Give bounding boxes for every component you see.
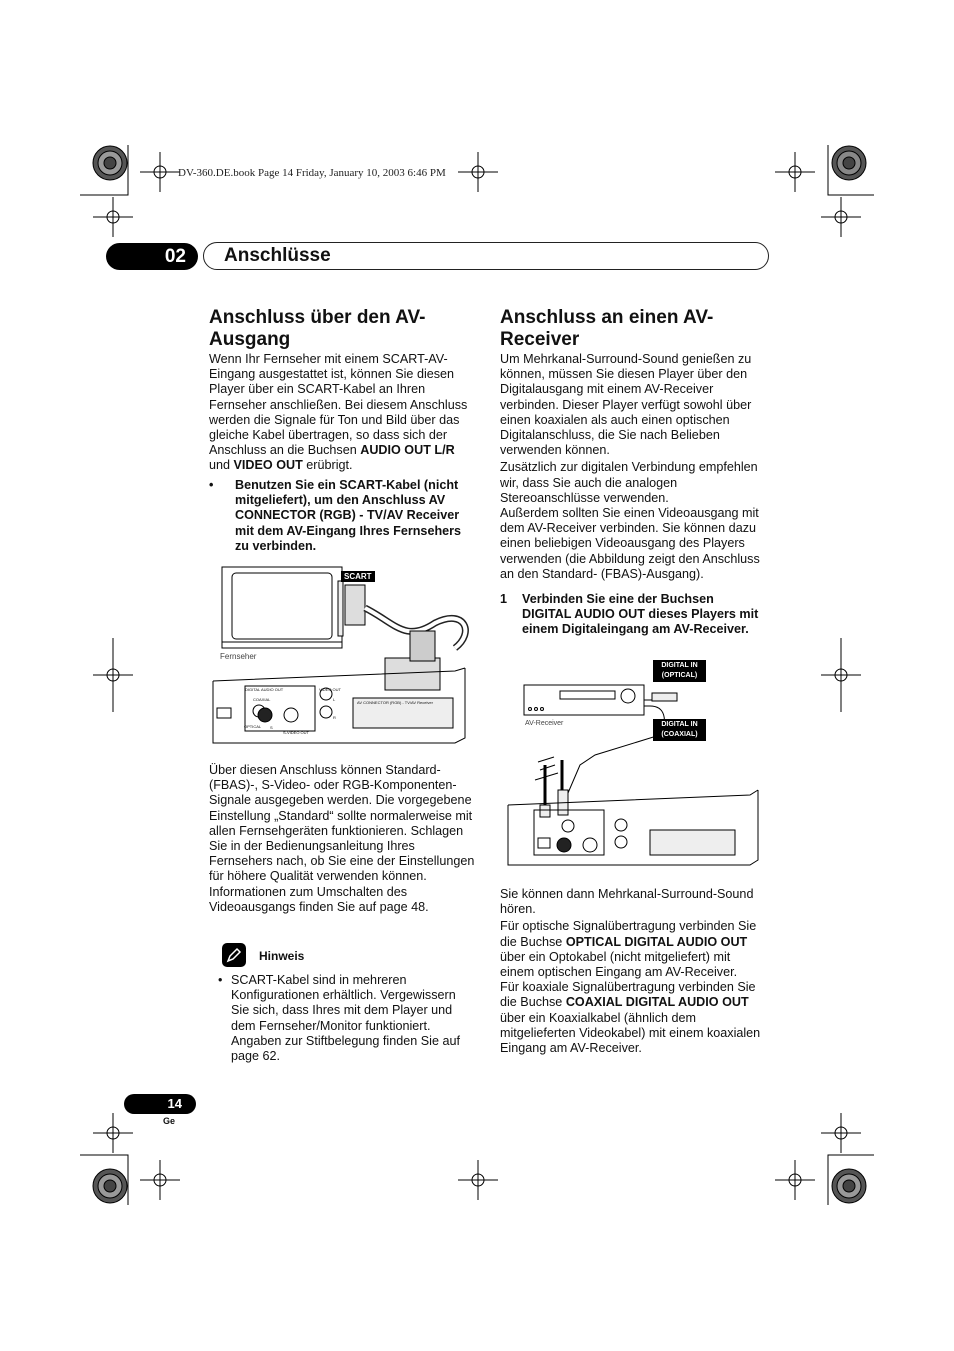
hint-note	[218, 973, 476, 1064]
intro-text: Wenn Ihr Fernseher mit einem SCART-AV-Eingang ausgestattet ist, können Sie diesen Player über ein SCART-Kabel an Ihren Fernseher anschließen. Bei diesem Anschluss werden die Signale für Ton und Bild über das gleiche Kabel übertragen, so dass sich der Anschluss an die Buchsen	[209, 352, 468, 458]
step-text: Verbinden Sie eine der Buchsen DIGITAL AUDIO OUT dieses Players mit einem Digitaleingang am AV-Receiver.	[522, 592, 759, 637]
fig-svideo-out: S-VIDEO OUT	[283, 730, 310, 735]
p6-c: über ein Koaxialkabel (ähnlich dem mitgelieferten Videokabel) mit einem koaxialen Eingang am AV-Receiver.	[500, 1010, 761, 1056]
intro-mid: und	[209, 458, 234, 473]
right-p6	[500, 980, 768, 1056]
p5-a: Für optische Signalübertragung verbinden Sie die Buchse	[500, 919, 757, 949]
optical-label-line1: DIGITAL IN	[661, 662, 698, 669]
tv-label: Fernseher	[220, 652, 257, 661]
bullet-mark: •	[209, 478, 214, 492]
fig-coaxial: COAXIAL	[253, 697, 271, 702]
step-number: 1	[500, 592, 508, 607]
fig-l: L	[333, 697, 336, 702]
registration-target-icon	[93, 1169, 127, 1203]
intro-end: erübrigt.	[302, 458, 353, 473]
fig-r: R	[333, 715, 336, 720]
digital-in-coaxial-label	[653, 719, 706, 741]
print-info-line: DV-360.DE.book Page 14 Friday, January 10, 2003 6:46 PM	[178, 167, 446, 179]
left-bullet	[209, 478, 475, 554]
fig-video-out: VIDEO OUT	[319, 687, 342, 692]
note-text: SCART-Kabel sind in mehreren Konfigurationen erhältlich. Vergewissern Sie sich, dass Ihres mit dem Player und dem Fernseher/Monitor funktioniert. Angaben zur Stiftbelegung finden Sie auf page 62.	[231, 973, 460, 1064]
right-step	[500, 592, 766, 638]
p5-c: über ein Optokabel (nicht mitgeliefert) mit einem optischen Eingang am AV-Receiver.	[500, 949, 738, 980]
registration-target-icon	[832, 146, 866, 180]
hint-title: Hinweis	[259, 949, 305, 963]
scart-label: SCART	[341, 571, 375, 582]
intro-bold-audio: AUDIO OUT L/R	[360, 443, 455, 458]
receiver-label: AV-Receiver	[525, 720, 564, 727]
pencil-icon	[222, 943, 246, 967]
note-mark: •	[218, 973, 223, 987]
right-heading: Anschluss an einen AV-Receiver	[500, 307, 714, 350]
registration-target-icon	[93, 146, 127, 180]
left-body: Über diesen Anschluss können Standard-(FBAS)-, S-Video- oder RGB-Komponenten-Signale ausgegeben werden. Die vorgegebene Einstellung „Standard“ sollte normalerweise mit allen Fernsehgeräten funktionieren. Schlagen Sie in der Bedienungsanleitung Ihres Fernsehers nach, ob Sie eine der Einstellungen für höhere Qualität verwenden können. Informationen zum Umschalten des Videoausgangs finden Sie auf page 48.	[209, 763, 475, 914]
digital-in-optical-label	[653, 660, 706, 682]
fig-av-connector: AV CONNECTOR (RGB) - TV/AV Receiver	[357, 700, 433, 705]
right-p2: Zusätzlich zur digitalen Verbindung empfehlen wir, dass Sie auch die analogen Stereoanschlüsse verwenden.	[500, 460, 758, 505]
p6-b: COAXIAL DIGITAL AUDIO OUT	[565, 995, 749, 1010]
right-lower-paragraphs	[500, 887, 768, 1056]
coaxial-label-line2: (COAXIAL)	[661, 731, 698, 738]
right-paragraphs	[500, 352, 766, 638]
p6-a: Für koaxiale Signalübertragung verbinden Sie die Buchse	[500, 980, 756, 1010]
chapter-title: Anschlüsse	[224, 245, 331, 266]
p5-b: OPTICAL DIGITAL AUDIO OUT	[565, 934, 748, 949]
registration-target-icon	[832, 1169, 866, 1203]
fig-s: S	[270, 725, 273, 730]
chapter-number: 02	[106, 243, 198, 270]
left-intro	[209, 352, 475, 474]
page-language: Ge	[163, 1116, 176, 1126]
right-p3: Außerdem sollten Sie einen Videoausgang mit dem AV-Receiver verbinden. Sie können dazu einen beliebigen Videoausgang des Players verwenden (die Abbildung zeigt den Anschluss an den Standard- (FBAS)-Ausgang).	[500, 506, 760, 581]
fig-digital-audio-out: DIGITAL AUDIO OUT	[245, 687, 284, 692]
page-number: 14	[124, 1094, 196, 1114]
coaxial-label-line1: DIGITAL IN	[661, 721, 698, 728]
bullet-text: Benutzen Sie ein SCART-Kabel (nicht mitgeliefert), um den Anschluss AV CONNECTOR (RGB) - TV/AV Receiver mit dem AV-Eingang Ihres Fernsehers zu verbinden.	[235, 478, 462, 553]
optical-label-line2: (OPTICAL)	[661, 672, 698, 679]
intro-bold-video: VIDEO OUT	[233, 458, 303, 473]
left-heading: Anschluss über den AV-Ausgang	[209, 307, 426, 350]
right-p1: Um Mehrkanal-Surround-Sound genießen zu können, müssen Sie diesen Player über den Digitalausgang mit einem AV-Receiver verbinden. Dieser Player verfügt sowohl über einen koaxialen als auch einen optischen Digitalanschluss, die Sie nach Belieben verwenden können.	[500, 352, 752, 458]
fig-optical: OPTICAL	[244, 724, 262, 729]
receiver-connection-figure	[500, 660, 765, 870]
right-p4: Sie können dann Mehrkanal-Surround-Sound hören.	[500, 887, 754, 917]
right-p5	[500, 919, 768, 980]
